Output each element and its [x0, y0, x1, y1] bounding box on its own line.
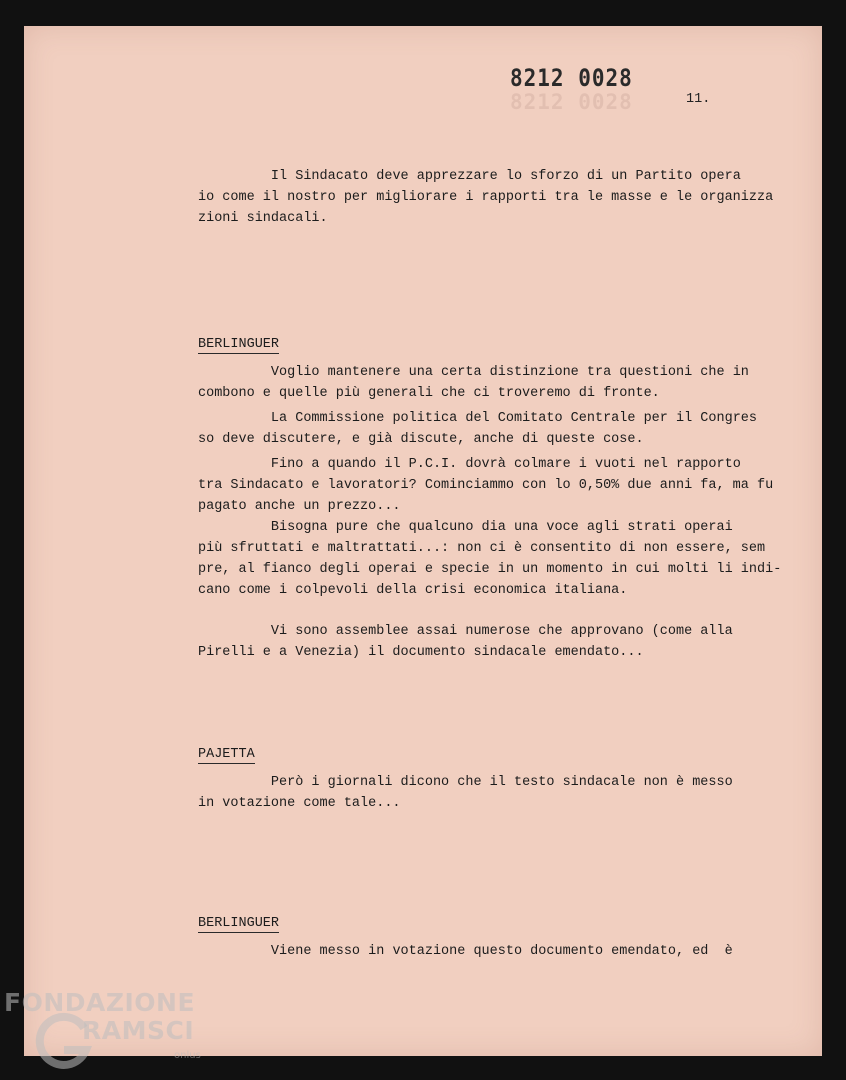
document-page [24, 26, 822, 1056]
stamp-bleed: 8212 0028 [510, 90, 633, 114]
page-number: 11. [686, 92, 711, 107]
paragraph-6: Vi sono assemblee assai numerose che approvano (come alla Pirelli e a Venezia) il documento sindacale emendato... [198, 624, 733, 660]
paragraph-5: Bisogna pure che qualcuno dia una voce agli strati operai più sfruttati e maltrattati...: non ci è consentito di non essere, sem pre, al fianco degli operai e specie in un momento in cui molti li indi- cano come i colpevoli della crisi economica italiana. [198, 520, 782, 598]
fondazione-gramsci-watermark [4, 988, 214, 1080]
watermark-line2: RAMSCI [82, 1016, 195, 1045]
paragraph-2: Voglio mantenere una certa distinzione tra questioni che in combono e quelle più generali che ci troveremo di fronte. [198, 365, 749, 401]
paragraph-7: Però i giornali dicono che il testo sindacale non è messo in votazione come tale... [198, 775, 733, 811]
speaker-berlinguer-2: BERLINGUER [198, 916, 280, 931]
watermark-line1: FONDAZIONE [4, 988, 196, 1017]
paragraph-4: Fino a quando il P.C.I. dovrà colmare i vuoti nel rapporto tra Sindacato e lavoratori? Cominciammo con lo 0,50% due anni fa, ma fu pagato anche un prezzo... [198, 457, 774, 514]
watermark-line3: onlus [174, 1050, 201, 1061]
paragraph-8: Viene messo in votazione questo documento emendato, ed è [198, 944, 733, 959]
speaker-pajetta: PAJETTA [198, 747, 255, 762]
paragraph-1: Il Sindacato deve apprezzare lo sforzo di un Partito opera io come il nostro per migliorare i rapporti tra le masse e le organizza zioni sindacali. [198, 169, 774, 226]
paragraph-3: La Commissione politica del Comitato Centrale per il Congres so deve discutere, e già discute, anche di queste cose. [198, 411, 758, 447]
archive-stamp-number: 8212 0028 [510, 64, 633, 92]
speaker-berlinguer-1: BERLINGUER [198, 337, 280, 352]
